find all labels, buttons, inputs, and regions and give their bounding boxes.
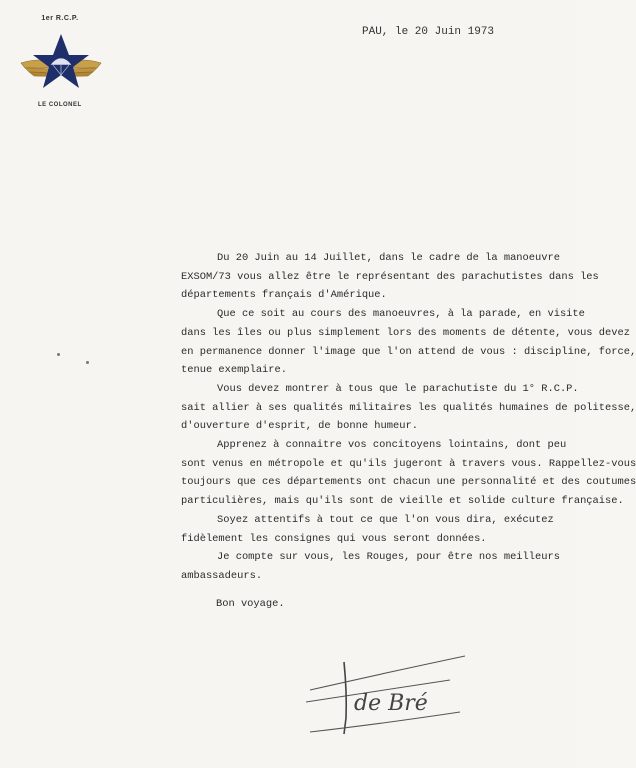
body-line: départements français d'Amérique. bbox=[181, 289, 387, 302]
body-line: Vous devez montrer à tous que le parachutiste du 1° R.C.P. bbox=[217, 382, 579, 395]
body-line: ambassadeurs. bbox=[181, 569, 263, 582]
body-line: Que ce soit au cours des manoeuvres, à la parade, en visite bbox=[217, 308, 585, 321]
body-line: particulières, mais qu'ils sont de vieille et solide culture française. bbox=[181, 495, 624, 508]
paragraph-5 bbox=[181, 511, 561, 548]
unit-header: 1er R.C.P. bbox=[41, 15, 79, 22]
paragraph-4 bbox=[181, 436, 636, 511]
paragraph-3 bbox=[181, 380, 636, 436]
dateline: PAU, le 20 Juin 1973 bbox=[362, 26, 495, 38]
body-line: Soyez attentifs à tout ce que l'on vous dira, exécutez bbox=[217, 513, 554, 526]
body-line: tenue exemplaire. bbox=[181, 364, 288, 377]
body-line: EXSOM/73 vous allez être le représentant des parachutistes dans les bbox=[181, 270, 599, 283]
body-line: sont venus en métropole et qu'ils jugeront à travers vous. Rappellez-vous bbox=[181, 457, 636, 470]
body-line: en permanence donner l'image que l'on attend de vous : discipline, force, bbox=[181, 345, 636, 358]
handwritten-signature-icon bbox=[300, 652, 470, 737]
body-line: Du 20 Juin au 14 Juillet, dans le cadre de la manoeuvre bbox=[217, 252, 560, 264]
body-line: fidèlement les consignes qui vous seront données. bbox=[181, 532, 487, 545]
rank-label: LE COLONEL bbox=[38, 102, 82, 108]
signature-text: de Bré bbox=[354, 691, 428, 716]
letter-body bbox=[181, 249, 636, 586]
body-line: Apprenez à connaitre vos concitoyens lointains, dont peu bbox=[217, 439, 567, 452]
paragraph-6 bbox=[181, 548, 561, 585]
closing-line: Bon voyage. bbox=[216, 598, 285, 610]
body-line: Je compte sur vous, les Rouges, pour être nos meilleurs bbox=[217, 551, 560, 564]
body-line: sait allier à ses qualités militaires les qualités humaines de politesse, bbox=[181, 401, 636, 414]
body-line: dans les îles ou plus simplement lors des moments de détente, vous devez bbox=[181, 326, 630, 339]
margin-mark bbox=[86, 361, 89, 364]
paragraph-2 bbox=[181, 305, 636, 380]
body-line: toujours que ces départements ont chacun une personnalité et des coutumes bbox=[181, 476, 636, 489]
paragraph-1 bbox=[181, 249, 599, 305]
body-line: d'ouverture d'esprit, de bonne humeur. bbox=[181, 420, 418, 433]
parachutist-wings-emblem-icon bbox=[17, 30, 105, 92]
margin-mark bbox=[57, 353, 60, 356]
